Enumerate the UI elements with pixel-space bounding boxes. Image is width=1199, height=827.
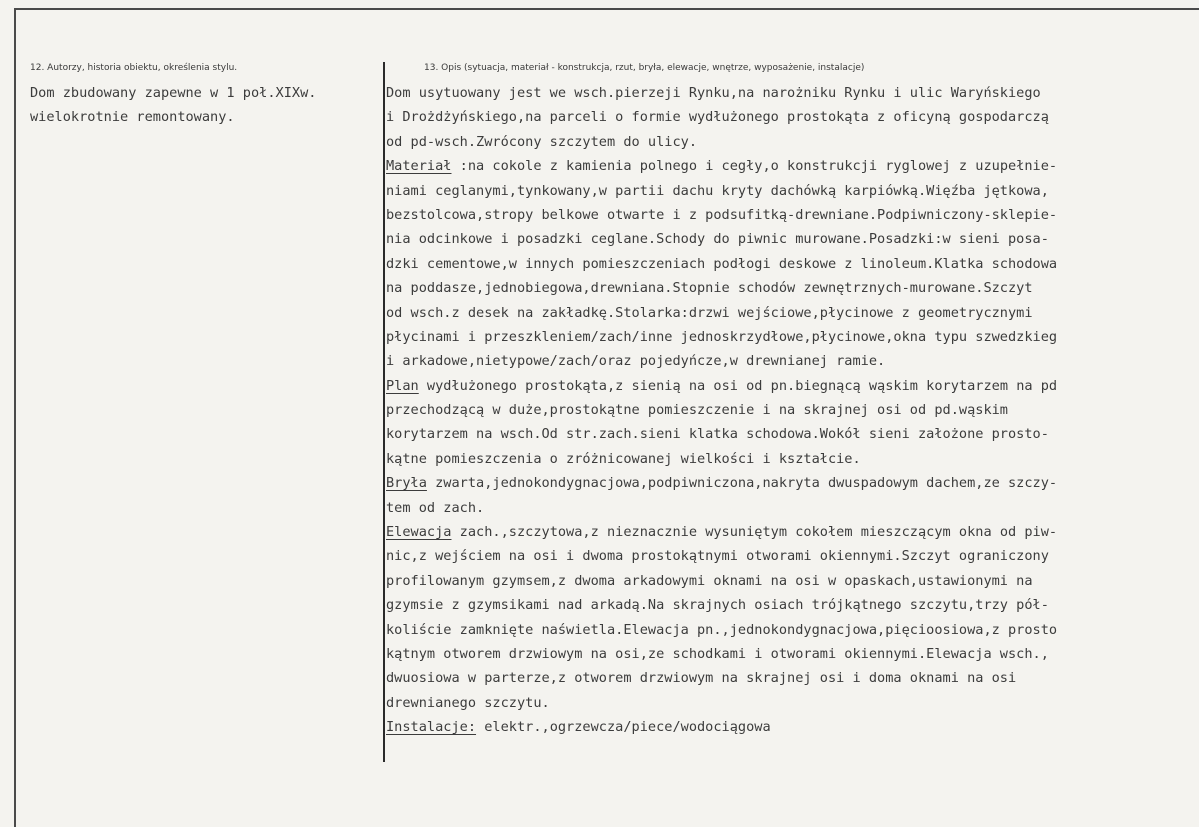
description-text: płycinami i przeszkleniem/zach/inne jednoskrzydłowe,płycinowe,okna typu szwedzkieg [386, 328, 1058, 345]
section-keyword: Bryła [386, 475, 427, 492]
description-line [386, 81, 1199, 105]
description-line [386, 618, 1199, 642]
description-text: koliście zamknięte naświetla.Elewacja pn.,jednokondygnacjowa,pięcioosiowa,z prosto [386, 621, 1058, 638]
section-keyword: Materiał [386, 158, 452, 175]
description-text: na poddasze,jednobiegowa,drewniana.Stopnie schodów zewnętrznych-murowane.Szczyt [386, 280, 1033, 297]
description-line [386, 715, 1199, 739]
description-text: wydłużonego prostokąta,z sienią na osi od pn.biegnącą wąskim korytarzem na pd [418, 377, 1058, 394]
description-line [386, 130, 1199, 154]
description-column [386, 81, 1199, 740]
description-text: od pd-wsch.Zwrócony szczytem do ulicy. [386, 133, 697, 150]
description-text: i arkadowe,nietypowe/zach/oraz pojedyńcze,w drewnianej ramie. [386, 353, 886, 370]
description-line [386, 252, 1199, 276]
description-text: gzymsie z gzymsikami nad arkadą.Na skrajnych osiach trójkątnego szczytu,trzy pół- [386, 597, 1049, 614]
description-line [386, 179, 1199, 203]
description-text: Dom usytuowany jest we wsch.pierzeji Rynku,na narożniku Rynku i ulic Waryńskiego [386, 85, 1041, 101]
form-left-border [14, 8, 16, 827]
description-line [386, 325, 1199, 349]
section-keyword: Instalacje: [386, 719, 477, 736]
description-text: od wsch.z desek na zakładkę.Stolarka:drzwi wejściowe,płycinowe z geometrycznymi [386, 304, 1033, 321]
description-line [386, 276, 1199, 300]
description-line [386, 569, 1199, 593]
description-text: bezstolcowa,stropy belkowe otwarte i z podsufitką-drewniane.Podpiwniczony-sklepie- [386, 206, 1058, 223]
form-top-border [14, 8, 1199, 10]
description-text: dwuosiowa w parterze,z otworem drzwiowym na skrajnej osi i doma oknami na osi [386, 670, 1017, 687]
description-text: zwarta,jednokondygnacjowa,podpiwniczona,nakryta dwuspadowym dachem,ze szczy- [426, 475, 1058, 492]
description-text: kątnym otworem drzwiowym na osi,ze schodkami i otworami okiennymi.Elewacja wsch., [386, 645, 1049, 662]
description-line [386, 422, 1199, 446]
description-line [386, 398, 1199, 422]
description-text: nic,z wejściem na osi i dwoma prostokątnymi otworami okiennymi.Szczyt ograniczony [386, 548, 1049, 565]
description-text: dzki cementowe,w innych pomieszczeniach podłogi deskowe z linoleum.Klatka schodowa [386, 255, 1058, 272]
column-divider [383, 62, 385, 762]
description-text: tem od zach. [386, 499, 485, 516]
description-line [386, 105, 1199, 129]
description-text: profilowanym gzymsem,z dwoma arkadowymi oknami na osi w opaskach,ustawionymi na [386, 572, 1033, 589]
description-line [386, 301, 1199, 325]
description-line [386, 227, 1199, 251]
authors-history-column [30, 81, 380, 130]
section-keyword: Plan [386, 377, 419, 394]
description-line [386, 203, 1199, 227]
description-line [386, 349, 1199, 373]
description-line [386, 447, 1199, 471]
description-text: :na cokole z kamienia polnego i cegły,o konstrukcji ryglowej z uzupełnie- [451, 158, 1058, 175]
description-line [386, 154, 1199, 178]
description-text: zach.,szczytowa,z nieznacznie wysuniętym cokołem mieszczącym okna od piw- [451, 524, 1058, 541]
history-line: Dom zbudowany zapewne w 1 poł.XIXw. [30, 85, 317, 101]
section-13-header: 13. Opis (sytuacja, materiał - konstrukcja, rzut, bryła, elewacje, wnętrze, wyposażenie, instalacje) [424, 63, 865, 73]
section-keyword: Elewacja [386, 524, 452, 541]
description-line [386, 374, 1199, 398]
description-text: elektr.,ogrzewcza/piece/wodociągowa [476, 719, 771, 736]
section-12-header: 12. Autorzy, historia obiektu, określenia stylu. [30, 63, 238, 73]
description-line [386, 593, 1199, 617]
description-text: kątne pomieszczenia o zróżnicowanej wielkości i kształcie. [386, 450, 861, 467]
description-line [386, 691, 1199, 715]
description-text: nia odcinkowe i posadzki ceglane.Schody do piwnic murowane.Posadzki:w sieni posa- [386, 231, 1049, 248]
description-line [386, 496, 1199, 520]
description-text: niami ceglanymi,tynkowany,w partii dachu kryty dachówką karpiówką.Więźba jętkowa, [386, 182, 1049, 199]
description-line [386, 642, 1199, 666]
description-text: przechodzącą w duże,prostokątne pomieszczenie i na skrajnej osi od pd.wąskim [386, 402, 1008, 419]
history-line: wielokrotnie remontowany. [30, 109, 235, 126]
description-line [386, 544, 1199, 568]
description-line [386, 666, 1199, 690]
description-line [386, 471, 1199, 495]
description-line [386, 520, 1199, 544]
description-text: i Drożdżyńskiego,na parceli o formie wydłużonego prostokąta z oficyną gospodarczą [386, 109, 1049, 126]
description-text: korytarzem na wsch.Od str.zach.sieni klatka schodowa.Wokół sieni założone prosto- [386, 426, 1049, 443]
description-text: drewnianego szczytu. [386, 694, 550, 711]
